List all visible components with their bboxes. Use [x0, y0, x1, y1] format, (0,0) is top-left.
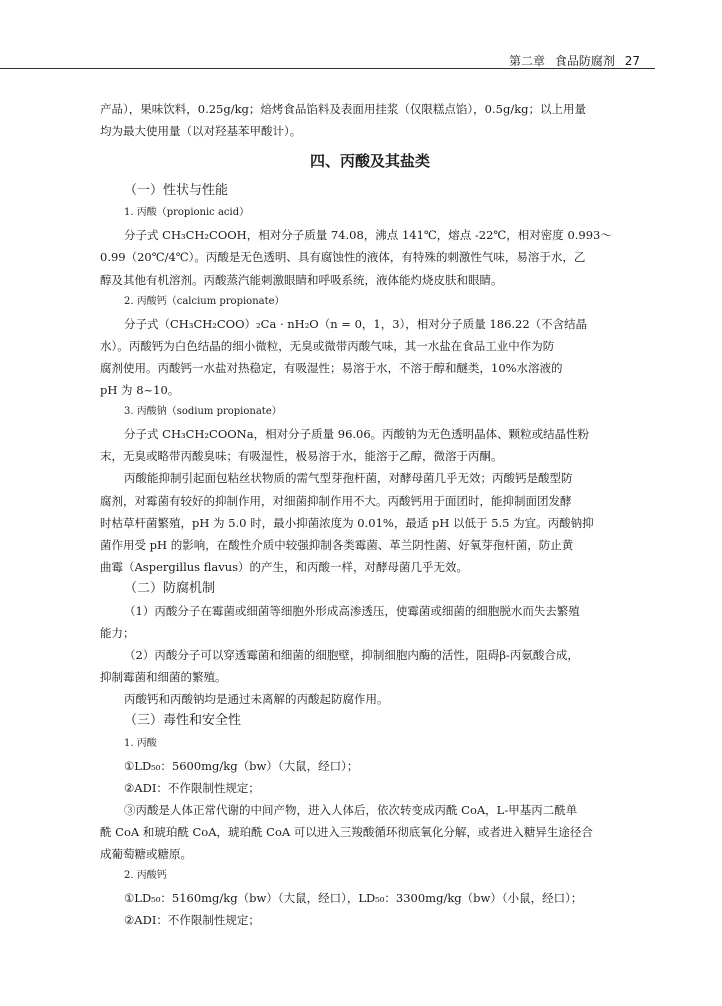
body-line: （1）丙酸分子在霉菌或细菌等细胞外形成高渗透压，使霉菌或细菌的细胞脱水而失去繁殖: [124, 603, 580, 618]
page-body: [100, 98, 640, 931]
body-line: 丙酸能抑制引起面包粘丝状物质的需气型芽孢杆菌，对酵母菌几乎无效；丙酸钙是酸型防: [124, 471, 573, 486]
body-line: 腐剂，对霉菌有较好的抑制作用，对细菌抑制作用不大。丙酸钙用于面团时，能抑制面团发酵: [100, 493, 572, 508]
body-line: ②ADI：不作限制性规定；: [124, 780, 260, 795]
body-line: 分子式 CH₃CH₂COONa，相对分子质量 96.06。丙酸钠为无色透明晶体、颗粒或结晶性粉: [124, 427, 590, 442]
subsection-title: （三）毒性和安全性: [124, 713, 242, 729]
body-line: 分子式 CH₃CH₂COOH，相对分子质量 74.08，沸点 141℃，熔点 -22℃，相对密度 0.993～: [124, 228, 612, 243]
page-number: 27: [624, 54, 640, 68]
item-title: 2. 丙酸钙（calcium propionate）: [124, 295, 285, 307]
body-line: ①LD₅₀：5160mg/kg（bw）（大鼠，经口），LD₅₀：3300mg/kg（bw）（小鼠，经口）；: [124, 891, 583, 906]
body-line: 菌作用受 pH 的影响，在酸性介质中较强抑制各类霉菌、革兰阴性菌、好氧芽孢杆菌，防止黄: [100, 537, 574, 552]
body-line: 均为最大使用量（以对羟基苯甲酸计）。: [100, 124, 302, 139]
body-line: 时枯草杆菌繁殖，pH 为 5.0 时，最小抑菌浓度为 0.01%，最适 pH 以低于 5.5 为宜。丙酸钠抑: [100, 515, 594, 530]
body-line: 水）。丙酸钙为白色结晶的细小微粒，无臭或微带丙酸气味，其一水盐在食品工业中作为防: [100, 338, 555, 353]
body-line: 丙酸钙和丙酸钠均是通过未离解的丙酸起防腐作用。: [124, 692, 389, 707]
item-title: 3. 丙酸钠（sodium propionate）: [124, 406, 282, 418]
body-line: 腐剂使用。丙酸钙一水盐对热稳定，有吸湿性；易溶于水，不溶于醇和醚类，10%水溶液的: [100, 360, 563, 375]
body-line: 末，无臭或略带丙酸臭味；有吸湿性，极易溶于水，能溶于乙醇，微溶于丙酮。: [100, 449, 503, 464]
body-line: 分子式（CH₃CH₂COO）₂Ca · nH₂O（n = 0，1，3），相对分子质量 186.22（不含结晶: [124, 316, 588, 331]
body-line: 产品），果味饮料，0.25g/kg；焙烤食品馅料及表面用挂浆（仅限糕点馅），0.5g/kg；以上用量: [100, 102, 587, 116]
body-line: pH 为 8~10。: [100, 383, 180, 398]
item-title: 1. 丙酸（propionic acid）: [124, 207, 250, 219]
body-line: 曲霉（Aspergillus flavus）的产生，和丙酸一样，对酵母菌几乎无效。: [100, 559, 469, 574]
body-line: 醇及其他有机溶剂。丙酸蒸汽能刺激眼睛和呼吸系统，液体能灼烧皮肤和眼睛。: [100, 272, 503, 287]
body-line: （2）丙酸分子可以穿透霉菌和细菌的细胞壁，抑制细胞内酶的活性，阻碍β-丙氨酸合成，: [124, 648, 579, 663]
chapter-title: 食品防腐剂: [554, 54, 615, 68]
subsection-title: （一）性状与性能: [124, 183, 229, 199]
section-title: 四、丙酸及其盐类: [309, 152, 430, 171]
item-title: 1. 丙酸: [124, 737, 157, 749]
item-title: 2. 丙酸钙: [124, 870, 167, 882]
chapter-label: 第二章: [509, 54, 546, 68]
body-line: ③丙酸是人体正常代谢的中间产物，进入人体后，依次转变成丙酰 CoA，L-甲基丙二酰单: [124, 802, 578, 817]
body-line: 酰 CoA 和琥珀酰 CoA，琥珀酰 CoA 可以进入三羧酸循环彻底氧化分解，或者进入糖异生途径合: [100, 824, 593, 839]
body-line: 成葡萄糖或糖原。: [100, 847, 192, 861]
subsection-title: （二）防腐机制: [124, 580, 216, 596]
body-line: 抑制霉菌和细菌的繁殖。: [100, 670, 227, 685]
body-line: 能力；: [100, 626, 135, 641]
running-header: [503, 52, 640, 69]
body-line: 0.99（20℃/4℃）。丙酸是无色透明、具有腐蚀性的液体，有特殊的刺激性气味，易溶于水，乙: [100, 250, 586, 265]
body-line: ②ADI：不作限制性规定；: [124, 913, 260, 928]
body-line: ①LD₅₀：5600mg/kg（bw）（大鼠，经口）；: [124, 758, 359, 773]
